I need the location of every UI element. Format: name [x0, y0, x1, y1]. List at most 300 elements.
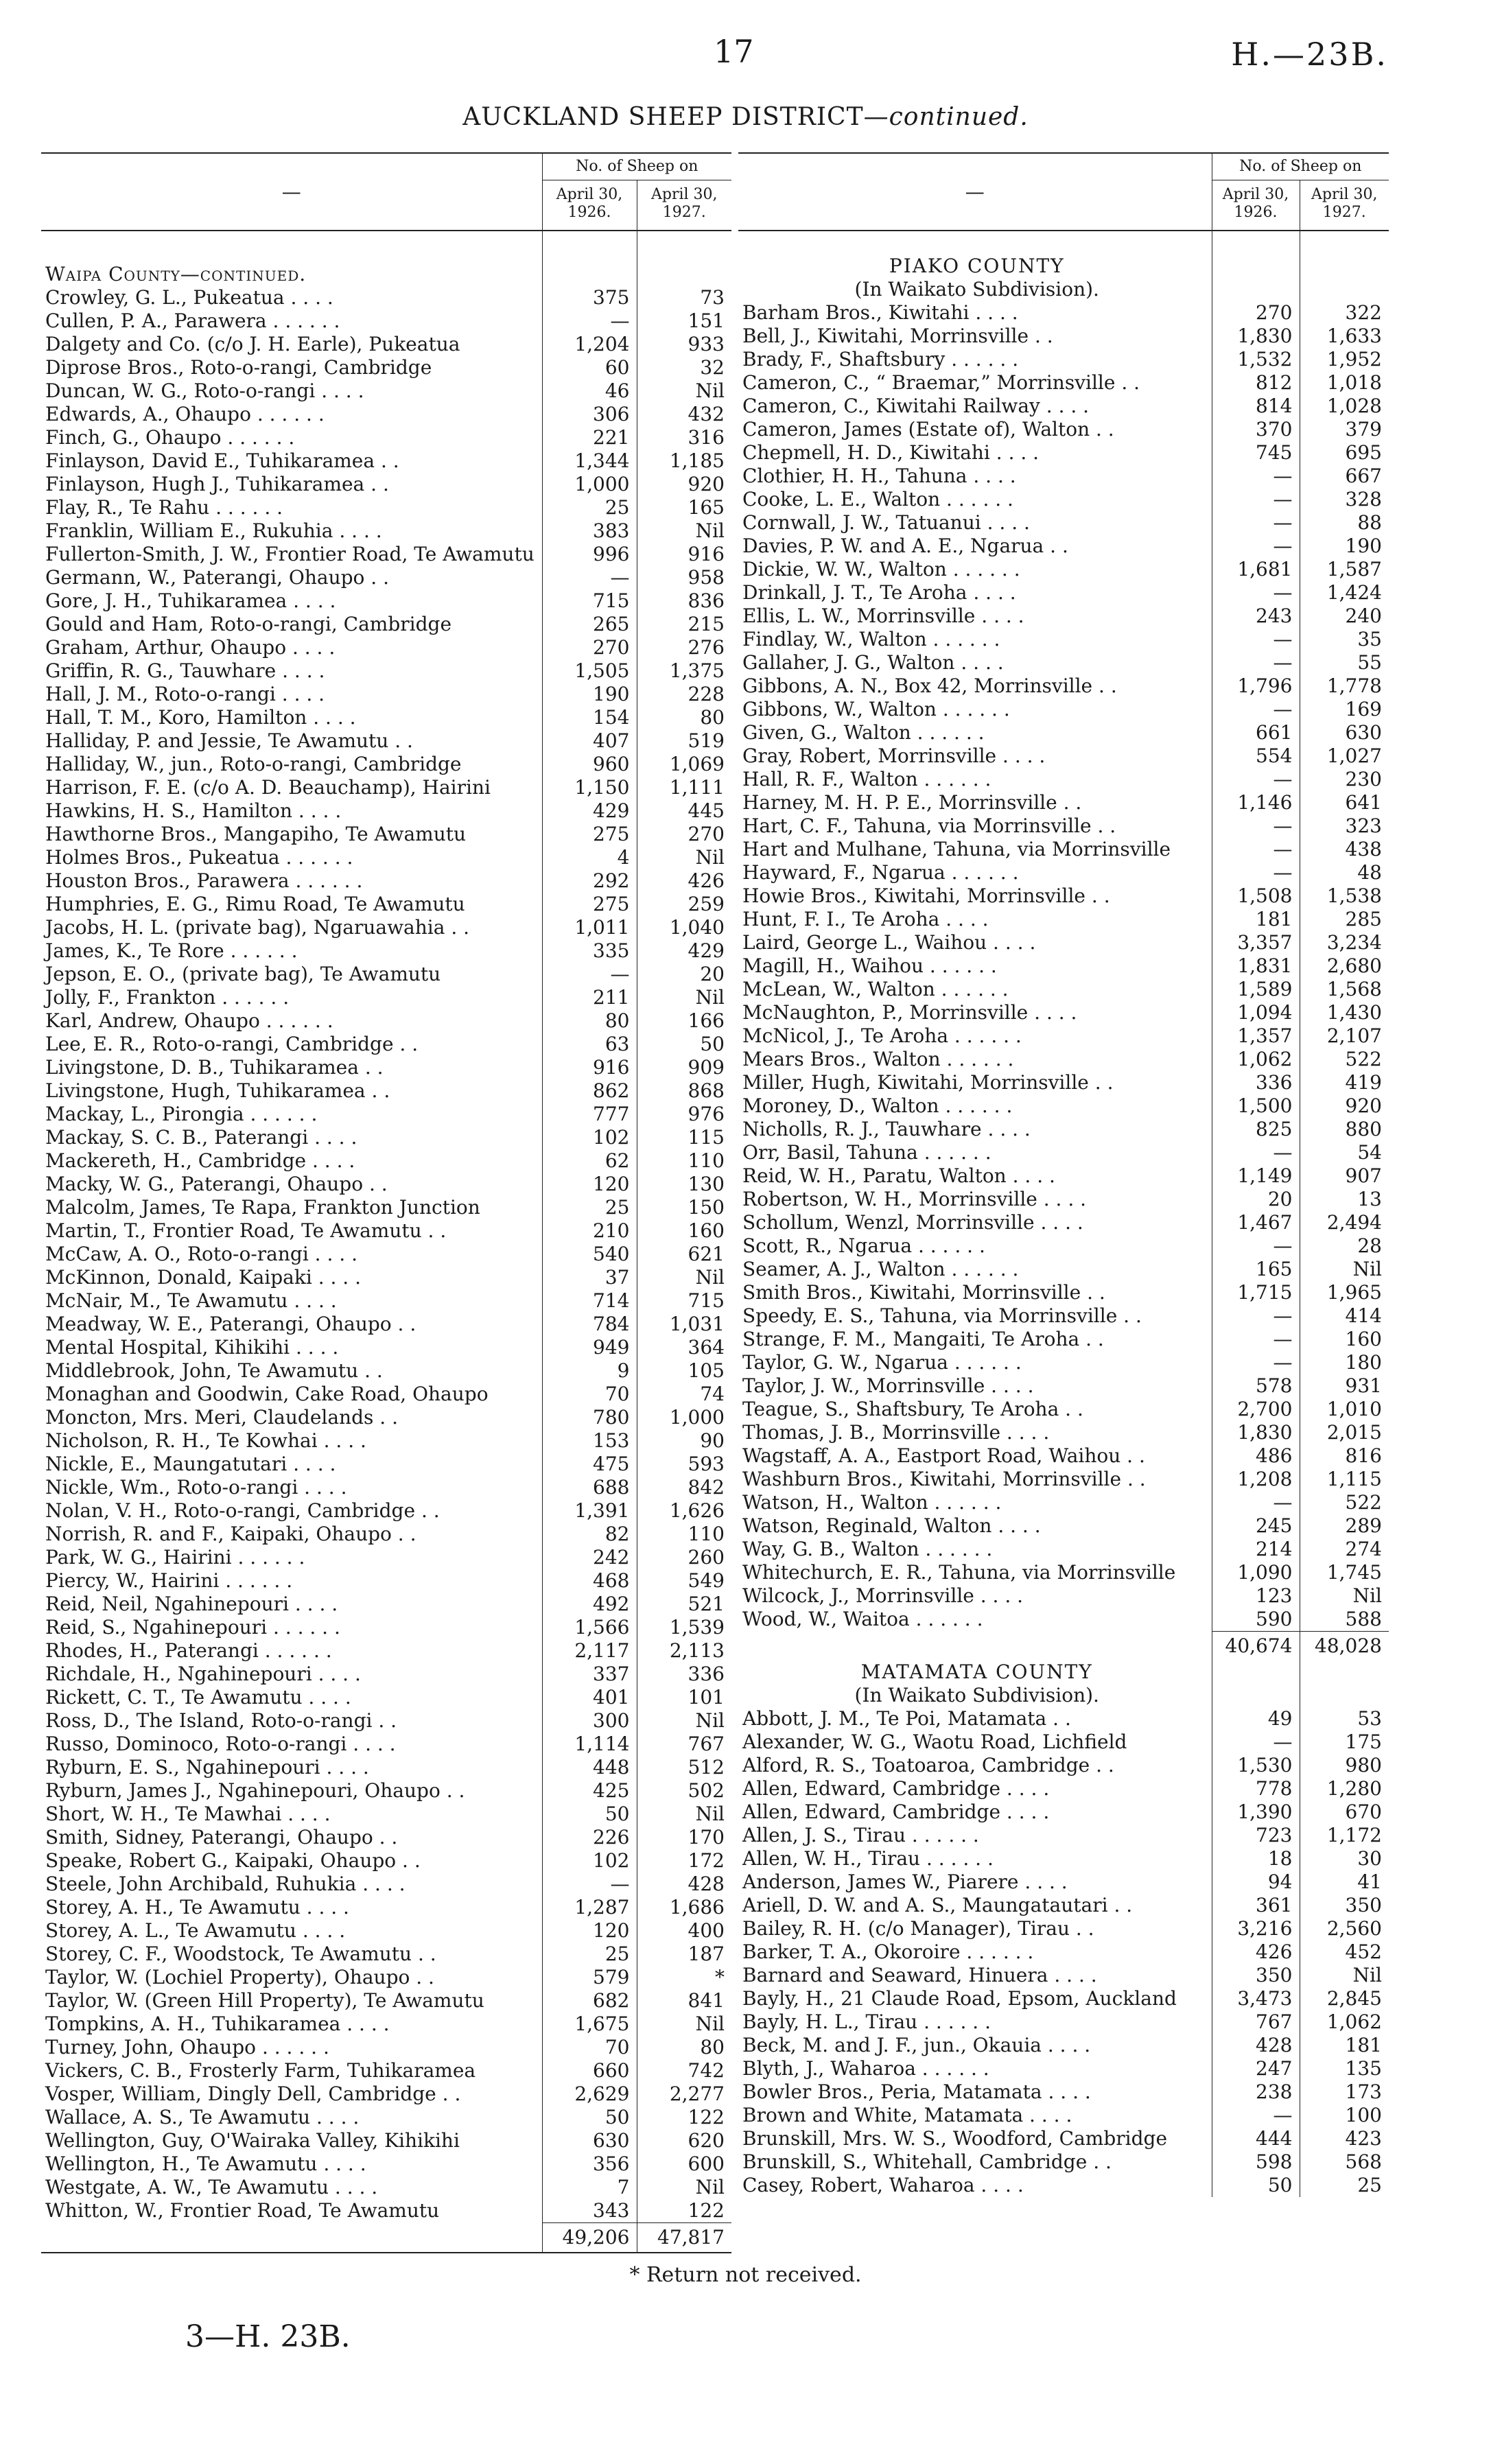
- entry-name: Brady, F., Shaftsbury . . . . . .: [742, 348, 1019, 371]
- sheep-1926: 62: [542, 1149, 637, 1173]
- sheep-1926: 120: [542, 1919, 637, 1943]
- sheep-1927: 976: [637, 1103, 731, 1126]
- sheep-1926: 468: [542, 1569, 637, 1593]
- sheep-1926: 1,287: [542, 1896, 637, 1919]
- sheep-1926: 630: [542, 2129, 637, 2152]
- piako-subtitle: (In Waikato Subdivision).: [854, 278, 1099, 301]
- table-row: [41, 1009, 731, 1033]
- entry-name: Hart and Mulhane, Tahuna, via Morrinsville: [742, 838, 1171, 860]
- table-row: [738, 1024, 1389, 1048]
- table-row: [738, 325, 1389, 348]
- sheep-1927: 502: [637, 1779, 731, 1803]
- sheep-1927: 1,111: [637, 776, 731, 799]
- sheep-1926: 94: [1212, 1870, 1300, 1894]
- entry-name: Mackereth, H., Cambridge . . . .: [45, 1149, 355, 1172]
- sheep-1927: Nil: [1300, 1258, 1389, 1281]
- sheep-1927: 110: [637, 1149, 731, 1173]
- entry-name: Allen, J. S., Tirau . . . . . .: [742, 1824, 979, 1846]
- entry-name: Meadway, W. E., Paterangi, Ohaupo . .: [45, 1313, 416, 1335]
- sheep-1926: 337: [542, 1663, 637, 1686]
- table-row: [738, 1421, 1389, 1444]
- table-row: [41, 1803, 731, 1826]
- table-row: [41, 1453, 731, 1476]
- table-row: [41, 473, 731, 496]
- entry-name: Mental Hospital, Kihikihi . . . .: [45, 1336, 339, 1359]
- sheep-1926: 245: [1212, 1514, 1300, 1538]
- table-row: [738, 558, 1389, 581]
- entry-name: Rhodes, H., Paterangi . . . . . .: [45, 1639, 332, 1662]
- sheep-1926: 292: [542, 869, 637, 893]
- sheep-1927: Nil: [637, 519, 731, 543]
- sheep-1927: 323: [1300, 814, 1389, 838]
- entry-name: Orr, Basil, Tahuna . . . . . .: [742, 1141, 991, 1164]
- table-row: [738, 2010, 1389, 2034]
- sheep-1926: 270: [1212, 301, 1300, 325]
- sheep-1927: 48: [1300, 861, 1389, 884]
- matamata-subtitle: (In Waikato Subdivision).: [854, 1684, 1099, 1706]
- sheep-1927: 1,952: [1300, 348, 1389, 371]
- sheep-1927: 1,027: [1300, 744, 1389, 768]
- sheep-1927: Nil: [637, 1266, 731, 1289]
- sheep-1927: 160: [637, 1219, 731, 1243]
- entry-name: Alford, R. S., Toatoaroa, Cambridge . .: [742, 1754, 1114, 1776]
- entry-name: Hall, R. F., Walton . . . . . .: [742, 768, 991, 790]
- sheep-1926: 1,146: [1212, 791, 1300, 814]
- entry-name: Duncan, W. G., Roto-o-rangi . . . .: [45, 379, 364, 402]
- sheep-1927: 13: [1300, 1188, 1389, 1211]
- entry-name: Storey, A. H., Te Awamutu . . . .: [45, 1896, 349, 1919]
- entry-name: Wellington, Guy, O'Wairaka Valley, Kihikihi: [45, 2129, 460, 2152]
- sheep-1927: 180: [1300, 1351, 1389, 1374]
- sheep-1926: 1,390: [1212, 1800, 1300, 1824]
- table-row: [41, 2176, 731, 2199]
- sheep-1926: 25: [542, 496, 637, 519]
- sheep-1926: 1,011: [542, 916, 637, 939]
- table-row: [41, 2199, 731, 2223]
- sheep-1926: 226: [542, 1826, 637, 1849]
- sheep-1926: 70: [542, 2036, 637, 2059]
- table-row: [41, 729, 731, 753]
- sheep-1926: 1,149: [1212, 1164, 1300, 1188]
- sheep-1926: 2,629: [542, 2082, 637, 2106]
- entry-name: Storey, A. L., Te Awamutu . . . .: [45, 1919, 346, 1942]
- sheep-1927: 350: [1300, 1894, 1389, 1917]
- table-row: [41, 1873, 731, 1896]
- table-row: [738, 698, 1389, 721]
- entry-name: Taylor, W. (Green Hill Property), Te Awamutu: [45, 1989, 484, 2012]
- sheep-1927: 980: [1300, 1754, 1389, 1777]
- sheep-1926: 275: [542, 893, 637, 916]
- sheep-1927: 593: [637, 1453, 731, 1476]
- table-row: [41, 2036, 731, 2059]
- entry-name: Bayly, H. L., Tirau . . . . . .: [742, 2010, 991, 2033]
- sheep-1926: 1,830: [1212, 325, 1300, 348]
- sheep-1927: 173: [1300, 2080, 1389, 2104]
- sheep-1927: 428: [637, 1873, 731, 1896]
- sheep-1926: 37: [542, 1266, 637, 1289]
- table-row: [41, 2059, 731, 2082]
- table-row: [41, 1406, 731, 1429]
- sheep-1926: 383: [542, 519, 637, 543]
- sheep-1927: 907: [1300, 1164, 1389, 1188]
- sheep-1927: 50: [637, 1033, 731, 1056]
- sheep-1927: 316: [637, 426, 731, 449]
- sheep-1927: 816: [1300, 1444, 1389, 1468]
- table-row: [738, 884, 1389, 908]
- entry-name: Reid, S., Ngahinepouri . . . . . .: [45, 1616, 340, 1639]
- sheep-1926: 682: [542, 1989, 637, 2013]
- table-row: [738, 1234, 1389, 1258]
- sheep-1927: 122: [637, 2199, 731, 2223]
- table-row: [41, 1103, 731, 1126]
- entry-name: Ross, D., The Island, Roto-o-rangi . .: [45, 1709, 397, 1732]
- header-1927: April 30, 1927.: [1300, 180, 1389, 231]
- page-number: 17: [714, 33, 754, 70]
- left-column: [41, 152, 731, 2253]
- sheep-1926: 370: [1212, 418, 1300, 441]
- entry-name: Allen, Edward, Cambridge . . . .: [742, 1800, 1050, 1823]
- table-row: [41, 1919, 731, 1943]
- entry-name: Anderson, James W., Piarere . . . .: [742, 1870, 1068, 1893]
- sheep-1927: 151: [637, 309, 731, 333]
- entry-name: Cullen, P. A., Parawera . . . . . .: [45, 309, 340, 332]
- table-row: [41, 1686, 731, 1709]
- sheep-1927: Nil: [637, 1709, 731, 1733]
- table-row: [738, 1824, 1389, 1847]
- sheep-1927: 169: [1300, 698, 1389, 721]
- sheep-1926: 814: [1212, 395, 1300, 418]
- table-row: [738, 1164, 1389, 1188]
- table-row: [738, 1444, 1389, 1468]
- sheep-1926: 9: [542, 1359, 637, 1383]
- sheep-1926: —: [1212, 581, 1300, 605]
- entry-name: Taylor, G. W., Ngarua . . . . . .: [742, 1351, 1022, 1374]
- sheep-1926: 63: [542, 1033, 637, 1056]
- table-row: [738, 348, 1389, 371]
- sheep-1927: 600: [637, 2152, 731, 2176]
- sheep-1926: 715: [542, 589, 637, 613]
- sheep-1927: 1,745: [1300, 1561, 1389, 1584]
- table-row: [738, 1514, 1389, 1538]
- sheep-1926: —: [1212, 488, 1300, 511]
- entry-name: Finlayson, David E., Tuhikaramea . .: [45, 449, 399, 472]
- sheep-1927: 958: [637, 566, 731, 589]
- entry-name: McLean, W., Walton . . . . . .: [742, 978, 1009, 1000]
- sheep-1927: 522: [1300, 1491, 1389, 1514]
- sheep-1927: 32: [637, 356, 731, 379]
- sheep-1926: 1,204: [542, 333, 637, 356]
- sheep-1927: 920: [637, 473, 731, 496]
- entry-name: Hawthorne Bros., Mangapiho, Te Awamutu: [45, 823, 467, 845]
- table-row: [41, 1709, 731, 1733]
- sheep-1926: 238: [1212, 2080, 1300, 2104]
- entry-name: Casey, Robert, Waharoa . . . .: [742, 2174, 1024, 2196]
- entry-name: Drinkall, J. T., Te Aroha . . . .: [742, 581, 1016, 604]
- entry-name: Moncton, Mrs. Meri, Claudelands . .: [45, 1406, 398, 1429]
- sheep-1926: —: [1212, 861, 1300, 884]
- entry-name: Norrish, R. and F., Kaipaki, Ohaupo . .: [45, 1523, 416, 1545]
- entry-name: Graham, Arthur, Ohaupo . . . .: [45, 636, 336, 659]
- right-body: [738, 231, 1389, 2197]
- entry-name: Davies, P. W. and A. E., Ngarua . .: [742, 535, 1068, 557]
- sheep-1927: 166: [637, 1009, 731, 1033]
- sheep-1927: 80: [637, 2036, 731, 2059]
- table-row: [738, 931, 1389, 954]
- sheep-1927: 172: [637, 1849, 731, 1873]
- sheep-1926: 444: [1212, 2127, 1300, 2150]
- sheep-1927: 187: [637, 1943, 731, 1966]
- entry-name: Livingstone, D. B., Tuhikaramea . .: [45, 1056, 384, 1079]
- sheep-1927: 1,686: [637, 1896, 731, 1919]
- table-row: [738, 511, 1389, 535]
- sheep-1927: Nil: [637, 2013, 731, 2036]
- sheep-1926: 270: [542, 636, 637, 659]
- sheep-1926: —: [1212, 1328, 1300, 1351]
- sheep-1927: 55: [1300, 651, 1389, 674]
- table-row: [41, 893, 731, 916]
- sheep-1926: 50: [542, 1803, 637, 1826]
- sheep-1926: —: [1212, 1491, 1300, 1514]
- table-row: [738, 978, 1389, 1001]
- table-row: [41, 613, 731, 636]
- entry-name: Germann, W., Paterangi, Ohaupo . .: [45, 566, 390, 589]
- table-row: [738, 1398, 1389, 1421]
- sheep-1927: 2,277: [637, 2082, 731, 2106]
- table-row: [738, 1987, 1389, 2010]
- sheep-1927: 30: [1300, 1847, 1389, 1870]
- right-column: [738, 152, 1389, 2197]
- sheep-1927: 880: [1300, 1118, 1389, 1141]
- entry-name: Hart, C. F., Tahuna, via Morrinsville . .: [742, 814, 1116, 837]
- sheep-1927: 53: [1300, 1707, 1389, 1730]
- piako-matamata-table: [738, 152, 1389, 2197]
- sheep-1927: Nil: [637, 846, 731, 869]
- table-row: [738, 1730, 1389, 1754]
- entry-name: Brown and White, Matamata . . . .: [742, 2104, 1072, 2126]
- table-row: [41, 1429, 731, 1453]
- sheep-1927: 274: [1300, 1538, 1389, 1561]
- sheep-1926: 812: [1212, 371, 1300, 395]
- sheep-1926: —: [1212, 651, 1300, 674]
- table-row: [41, 309, 731, 333]
- sheep-1927: 3,234: [1300, 931, 1389, 954]
- table-row: [41, 1779, 731, 1803]
- sheep-1927: 1,626: [637, 1499, 731, 1523]
- sheep-1926: 1,357: [1212, 1024, 1300, 1048]
- table-row: [41, 1313, 731, 1336]
- table-row: [41, 2152, 731, 2176]
- table-row: [41, 1336, 731, 1359]
- sheep-1926: 996: [542, 543, 637, 566]
- table-row: [738, 1608, 1389, 1632]
- sheep-1927: 2,680: [1300, 954, 1389, 978]
- entry-name: Hayward, F., Ngarua . . . . . .: [742, 861, 1019, 884]
- sheep-1927: 1,115: [1300, 1468, 1389, 1491]
- table-row: [738, 814, 1389, 838]
- sheep-1926: 70: [542, 1383, 637, 1406]
- table-row: [738, 2080, 1389, 2104]
- sheep-1926: —: [1212, 1730, 1300, 1754]
- entry-name: Piercy, W., Hairini . . . . . .: [45, 1569, 293, 1592]
- entry-name: Miller, Hugh, Kiwitahi, Morrinsville . .: [742, 1071, 1114, 1094]
- table-row: [738, 1328, 1389, 1351]
- entry-name: Monaghan and Goodwin, Cake Road, Ohaupo: [45, 1383, 489, 1405]
- table-row: [41, 1149, 731, 1173]
- table-row: [738, 2104, 1389, 2127]
- sheep-1926: 960: [542, 753, 637, 776]
- sheep-1927: 588: [1300, 1608, 1389, 1632]
- table-row: [41, 846, 731, 869]
- sheep-1926: 80: [542, 1009, 637, 1033]
- table-row: [738, 651, 1389, 674]
- sheep-1926: 1,090: [1212, 1561, 1300, 1584]
- sheep-1926: 210: [542, 1219, 637, 1243]
- table-row: [738, 1211, 1389, 1234]
- table-row: [41, 1499, 731, 1523]
- sheep-1926: 1,675: [542, 2013, 637, 2036]
- table-row: [41, 2106, 731, 2129]
- sheep-1927: 260: [637, 1546, 731, 1569]
- table-row: [738, 1707, 1389, 1730]
- table-row: [41, 426, 731, 449]
- page-title: [0, 103, 1491, 131]
- sheep-1926: 1,715: [1212, 1281, 1300, 1304]
- sheep-1927: 175: [1300, 1730, 1389, 1754]
- sheep-1926: —: [1212, 1141, 1300, 1164]
- table-row: [738, 488, 1389, 511]
- table-row: [738, 465, 1389, 488]
- table-row: [738, 1118, 1389, 1141]
- entry-name: Watson, Reginald, Walton . . . .: [742, 1514, 1041, 1537]
- sheep-1927: Nil: [637, 986, 731, 1009]
- entry-name: McNicol, J., Te Aroha . . . . . .: [742, 1024, 1022, 1047]
- table-row: [738, 1258, 1389, 1281]
- sheep-1926: 1,094: [1212, 1001, 1300, 1024]
- sheep-1927: 933: [637, 333, 731, 356]
- entry-name: Diprose Bros., Roto-o-rangi, Cambridge: [45, 356, 432, 379]
- sheep-1926: 350: [1212, 1964, 1300, 1987]
- table-row: [738, 1964, 1389, 1987]
- table-row: [738, 628, 1389, 651]
- table-row: [41, 706, 731, 729]
- sheep-1926: 492: [542, 1593, 637, 1616]
- sheep-1927: 73: [637, 286, 731, 309]
- sheep-1926: 3,473: [1212, 1987, 1300, 2010]
- sheep-1927: 110: [637, 1523, 731, 1546]
- sheep-1927: 519: [637, 729, 731, 753]
- entry-name: Karl, Andrew, Ohaupo . . . . . .: [45, 1009, 333, 1032]
- table-row: [41, 2129, 731, 2152]
- table-row: [738, 1584, 1389, 1608]
- entry-name: Chepmell, H. D., Kiwitahi . . . .: [742, 441, 1040, 464]
- sheep-1926: 745: [1212, 441, 1300, 465]
- sheep-1926: 428: [1212, 2034, 1300, 2057]
- sheep-1927: 160: [1300, 1328, 1389, 1351]
- sheep-1927: 41: [1300, 1870, 1389, 1894]
- sheep-1926: —: [542, 566, 637, 589]
- entry-name: Halliday, W., jun., Roto-o-rangi, Cambridge: [45, 753, 462, 775]
- sheep-1927: Nil: [1300, 1964, 1389, 1987]
- sheep-1927: 1,633: [1300, 325, 1389, 348]
- entry-name: Clothier, H. H., Tahuna . . . .: [742, 465, 1016, 487]
- entry-name: Fullerton-Smith, J. W., Frontier Road, Te Awamutu: [45, 543, 535, 565]
- table-row: [738, 721, 1389, 744]
- entry-name: Moroney, D., Walton . . . . . .: [742, 1094, 1013, 1117]
- table-row: [41, 496, 731, 519]
- sheep-1927: 105: [637, 1359, 731, 1383]
- entry-name: Ryburn, E. S., Ngahinepouri . . . .: [45, 1756, 369, 1779]
- entry-name: Nickle, E., Maungatutari . . . .: [45, 1453, 336, 1475]
- sheep-1927: Nil: [637, 2176, 731, 2199]
- sheep-1926: 426: [1212, 1940, 1300, 1964]
- sheep-1926: 49: [1212, 1707, 1300, 1730]
- sheep-1927: 1,000: [637, 1406, 731, 1429]
- entry-name: Reid, Neil, Ngahinepouri . . . .: [45, 1593, 338, 1615]
- table-row: [41, 449, 731, 473]
- entry-name: Gore, J. H., Tuhikaramea . . . .: [45, 589, 336, 612]
- sheep-1926: 25: [542, 1196, 637, 1219]
- table-row: [738, 674, 1389, 698]
- entry-name: Speedy, E. S., Tahuna, via Morrinsville . .: [742, 1304, 1142, 1327]
- table-row: [738, 1777, 1389, 1800]
- table-row: [41, 1989, 731, 2013]
- sheep-1927: 767: [637, 1733, 731, 1756]
- sheep-1926: —: [1212, 838, 1300, 861]
- table-row: [41, 2013, 731, 2036]
- table-row: [41, 823, 731, 846]
- table-row: [738, 2127, 1389, 2150]
- table-row: [738, 1538, 1389, 1561]
- sheep-1926: 1,150: [542, 776, 637, 799]
- entry-name: Hawkins, H. S., Hamilton . . . .: [45, 799, 342, 822]
- entry-name: Halliday, P. and Jessie, Te Awamutu . .: [45, 729, 413, 752]
- entry-name: Jolly, F., Frankton . . . . . .: [45, 986, 290, 1009]
- document-code: H.—23B.: [1231, 36, 1388, 73]
- entry-name: Richdale, H., Ngahinepouri . . . .: [45, 1663, 361, 1685]
- table-row: [41, 1196, 731, 1219]
- sheep-1927: 2,107: [1300, 1024, 1389, 1048]
- entry-name: Westgate, A. W., Te Awamutu . . . .: [45, 2176, 378, 2198]
- sheep-1927: *: [637, 1966, 731, 1989]
- entry-name: McCaw, A. O., Roto-o-rangi . . . .: [45, 1243, 357, 1265]
- table-row: [738, 535, 1389, 558]
- sheep-1927: 122: [637, 2106, 731, 2129]
- piako-title: PIAKO COUNTY: [889, 255, 1065, 277]
- entry-name: Nickle, Wm., Roto-o-rangi . . . .: [45, 1476, 347, 1499]
- sheep-1927: 25: [1300, 2174, 1389, 2197]
- entry-name: Finlayson, Hugh J., Tuhikaramea . .: [45, 473, 389, 495]
- entry-name: Smith, Sidney, Paterangi, Ohaupo . .: [45, 1826, 398, 1849]
- entry-name: Flay, R., Te Rahu . . . . . .: [45, 496, 283, 519]
- sheep-1926: 243: [1212, 605, 1300, 628]
- sheep-1927: 841: [637, 1989, 731, 2013]
- sheep-1926: 3,216: [1212, 1917, 1300, 1940]
- entry-name: Holmes Bros., Pukeatua . . . . . .: [45, 846, 353, 869]
- table-row: [738, 1491, 1389, 1514]
- sheep-1927: 215: [637, 613, 731, 636]
- table-row: [41, 1733, 731, 1756]
- table-row: [41, 333, 731, 356]
- sheep-1926: 554: [1212, 744, 1300, 768]
- entry-name: Speake, Robert G., Kaipaki, Ohaupo . .: [45, 1849, 421, 1872]
- table-row: [41, 1289, 731, 1313]
- sheep-1926: 25: [542, 1943, 637, 1966]
- entry-name: Vickers, C. B., Frosterly Farm, Tuhikaramea: [45, 2059, 476, 2082]
- sheep-1927: 364: [637, 1336, 731, 1359]
- sheep-1927: 276: [637, 636, 731, 659]
- entry-name: Alexander, W. G., Waotu Road, Lichfield: [742, 1730, 1127, 1753]
- table-row: [738, 1001, 1389, 1024]
